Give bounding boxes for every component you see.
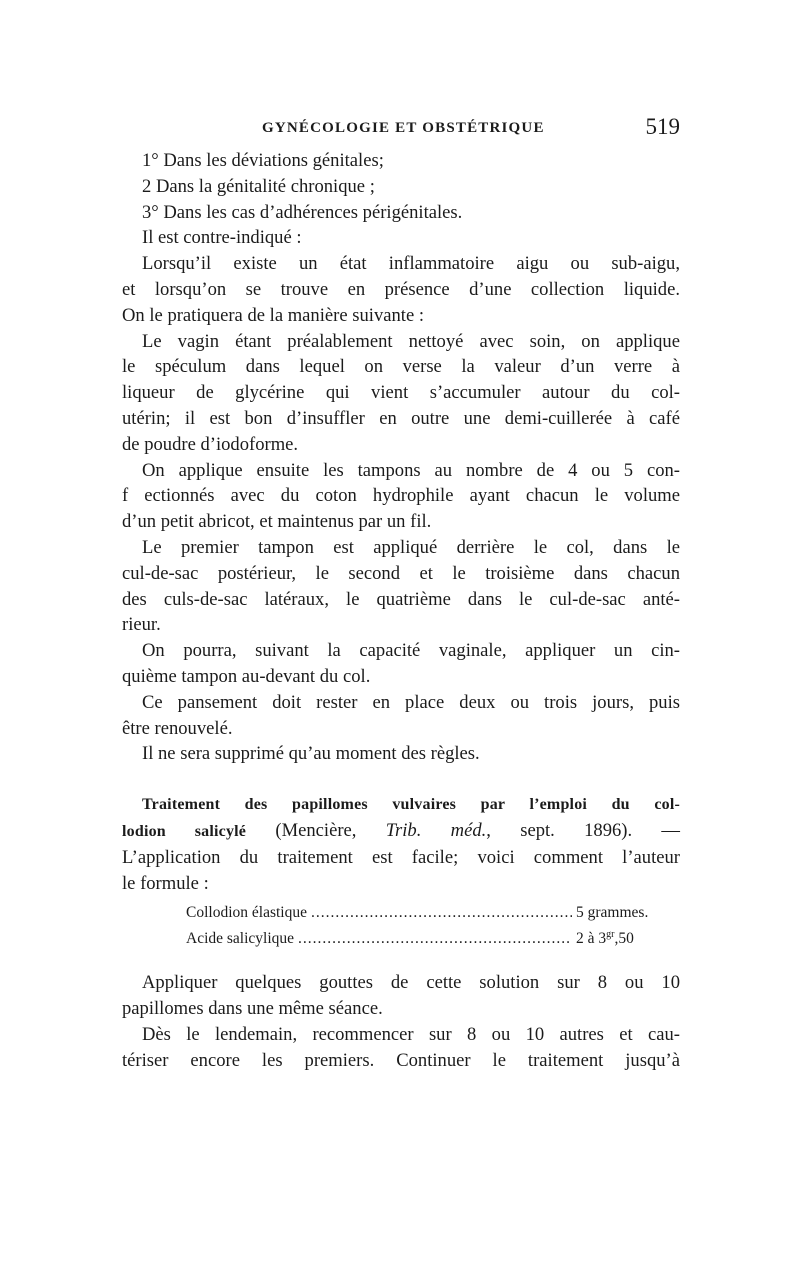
ingredient-amount <box>576 924 666 950</box>
formula-row <box>186 924 666 950</box>
text-line: le spéculum dans lequel on verse la valeur d’un verre à <box>122 356 680 378</box>
ingredient-name: Acide salicylique <box>186 930 295 948</box>
text-line: tériser encore les premiers. Continuer le traitement jusqu’à <box>122 1049 680 1071</box>
text-line: le formule : <box>122 872 209 894</box>
text-line: et lorsqu’on se trouve en présence d’une collection liquide. <box>122 278 680 300</box>
text-line: Dès le lendemain, recommencer sur 8 ou 10 autres et cau- <box>142 1024 680 1046</box>
text-line: On le pratiquera de la manière suivante : <box>122 304 425 326</box>
text-line: de poudre d’iodoforme. <box>122 433 299 455</box>
text-line: On applique ensuite les tampons au nombre de 4 ou 5 con- <box>142 459 680 481</box>
text-line: 3° Dans les cas d’adhérences périgénitales. <box>142 201 463 223</box>
section-gap <box>122 956 680 970</box>
ingredient-amount: 5 grammes. <box>576 904 649 922</box>
text-line: des culs-de-sac latéraux, le quatrième dans le cul-de-sac anté- <box>122 588 680 610</box>
section-gap <box>122 767 680 791</box>
text-line: quième tampon au-devant du col. <box>122 665 371 687</box>
text-line: 2 Dans la génitalité chronique ; <box>142 175 375 197</box>
text-line: f ectionnés avec du coton hydrophile ayant chacun le volume <box>122 485 680 507</box>
text-line: utérin; il est bon d’insuffler en outre une demi-cuillerée à café <box>122 407 680 429</box>
citation-suffix: , sept. 1896). — <box>486 819 680 841</box>
text-line: Le vagin étant préalablement nettoyé avec soin, on applique <box>142 330 680 352</box>
dot-leader <box>311 902 572 924</box>
ingredient-name: Collodion élastique <box>186 904 307 922</box>
text-line: rieur. <box>122 614 161 636</box>
text-line: être renouvelé. <box>122 717 233 739</box>
dot-leader <box>298 928 572 950</box>
page-header <box>122 114 682 144</box>
page-body <box>122 148 680 1074</box>
text-line <box>122 818 680 845</box>
text-line: Il est contre-indiqué : <box>142 227 302 249</box>
text-line: Appliquer quelques gouttes de cette solution sur 8 ou 10 <box>142 972 680 994</box>
citation-prefix: (Mencière, <box>246 819 386 841</box>
amount-main: 2 à 3 <box>576 930 607 948</box>
text-line: Le premier tampon est appliqué derrière le col, dans le <box>142 536 680 558</box>
running-title: GYNÉCOLOGIE ET OBSTÉTRIQUE <box>262 120 545 136</box>
text-line: 1° Dans les déviations génitales; <box>142 150 384 171</box>
text-line: Il ne sera supprimé qu’au moment des règles. <box>142 743 480 765</box>
text-line: d’un petit abricot, et maintenus par un fil. <box>122 511 432 533</box>
text-line: cul-de-sac postérieur, le second et le troisième dans chacun <box>122 562 680 584</box>
citation-journal: Trib. méd. <box>385 819 487 841</box>
formula-row <box>186 902 666 924</box>
text-line: On pourra, suivant la capacité vaginale, appliquer un cin- <box>142 640 680 662</box>
formula-table <box>122 902 680 950</box>
text-line: Ce pansement doit rester en place deux ou trois jours, puis <box>142 691 680 713</box>
text-line: papillomes dans une même séance. <box>122 998 383 1020</box>
amount-unit: gr <box>606 929 615 941</box>
amount-fraction: ,50 <box>614 930 634 948</box>
section-heading: Traitement des papillomes vulvaires par l’emploi du col- <box>142 796 680 814</box>
text-line: Lorsqu’il existe un état inflammatoire aigu ou sub-aigu, <box>142 253 680 275</box>
text-line: L’application du traitement est facile; voici comment l’auteur <box>122 846 680 868</box>
page-number: 519 <box>645 114 680 139</box>
section-heading-line <box>122 791 680 818</box>
text-line: liqueur de glycérine qui vient s’accumuler autour du col- <box>122 382 680 404</box>
section-heading-end: lodion salicylé <box>122 822 247 840</box>
